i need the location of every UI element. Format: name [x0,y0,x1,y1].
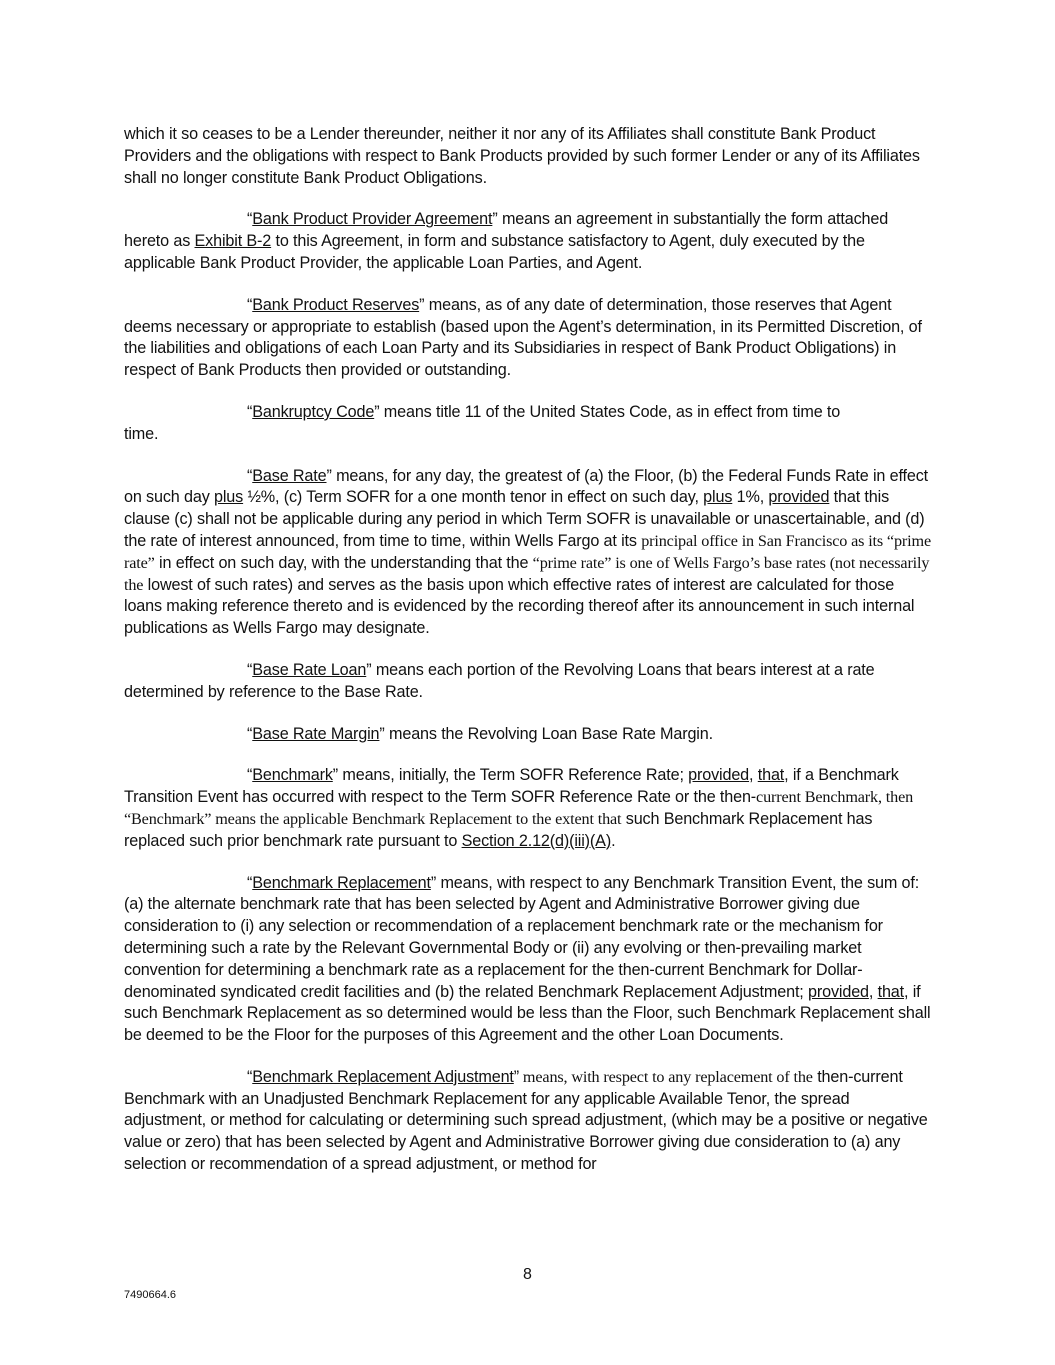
definition-text: means the Revolving Loan Base Rate Margin. [384,724,713,743]
definition-text-serif: principal office in San Francisco as its “prime rate” [124,531,931,572]
paragraph-text: which it so ceases to be a Lender thereunder, neither it nor any of its Affiliates shall constitute Bank Product Providers and the obligations with respect to Bank Products provided by such former Lender or any of its Affiliates shall no longer constitute Bank Product Obligations. [124,125,920,187]
definition-bank-product-provider-agreement [124,209,932,274]
definition-text: then-current Benchmark with an Unadjusted Benchmark Replacement for any applicable Available Tenor, the spread adjustment, or method for calculating or determining such spread adjustment, (which may be a positive or negative value or zero) that has been selected by Agent and Administrative Borrower giving due consideration to (a) any selection or recommendation of a spread adjustment, or method for [124,1067,928,1174]
definition-benchmark [124,765,932,852]
emphasis-plus: plus [214,488,244,507]
open-quote: “ [247,660,253,679]
close-quote: ” [492,210,498,229]
definition-text: , if such Benchmark Replacement as so determined would be less than the Floor, such Benchmark Replacement shall be deemed to be the Floor for the purposes of this Agreement and the other Loan Documents. [124,982,931,1045]
definition-base-rate [124,466,932,640]
definition-text: means an agreement in substantially the form attached hereto as [124,210,889,251]
definition-text: such Benchmark Replacement has replaced such prior benchmark rate pursuant to [124,809,873,850]
open-quote: “ [247,402,253,421]
emphasis-that: that [757,766,785,785]
defined-term: Benchmark [252,766,333,785]
definition-text: , [749,766,758,785]
paragraph-continuation [124,124,932,189]
definition-text-serif: current Benchmark, then “Benchmark” means the applicable Benchmark Replacement to the extent that [124,788,914,828]
open-quote: “ [247,766,253,785]
emphasis-plus: plus [703,488,733,507]
definition-text-wrap: time. [124,424,159,443]
close-quote: ” [379,724,385,743]
definition-text: to this Agreement, in form and substance satisfactory to Agent, duly executed by the applicable Bank Product Provider, the applicable Loan Parties, and Agent. [124,232,865,272]
close-quote: ” [366,660,372,679]
definition-text: 1%, [732,488,769,507]
definition-base-rate-loan [124,660,932,704]
section-reference: Section 2.12(d)(iii)(A) [461,831,612,850]
definition-text: that this clause (c) shall not be applicable during any period in which Term SOFR is unavailable or unascertainable, and (d) the rate of interest announced, from time to time, within Wells Fargo at its [124,488,925,550]
defined-term: Bankruptcy Code [252,402,375,421]
definition-bank-product-reserves [124,295,932,382]
definition-base-rate-margin [124,724,932,746]
definition-benchmark-replacement-adjustment [124,1067,932,1176]
definition-bankruptcy-code [124,402,932,446]
defined-term: Bank Product Reserves [252,295,420,314]
definition-text: . [611,831,616,850]
document-body [124,124,932,1196]
open-quote: “ [247,210,253,229]
close-quote: ” [326,466,332,485]
emphasis-that: that [877,982,905,1001]
definition-text: means title 11 of the United States Code, as in effect from time to [379,402,841,421]
open-quote: “ [247,724,253,743]
defined-term: Benchmark Replacement [252,873,431,892]
defined-term: Base Rate [252,466,327,485]
open-quote: “ [247,1067,253,1086]
document-id: 7490664.6 [124,1289,176,1301]
definition-text: ½%, (c) Term SOFR for a one month tenor in effect on such day, [243,488,704,507]
close-quote: ” [513,1067,520,1086]
definition-benchmark-replacement [124,873,932,1047]
definition-text: means, with respect to any Benchmark Transition Event, the sum of: (a) the alternate benchmark rate that has been selected by Agent and Administrative Borrower giving due consideration to (i) any selection or recommendation of a replacement benchmark rate or the mechanism for determining such a rate by the Relevant Governmental Body or (ii) any evolving or then-prevailing market convention for determining a benchmark rate as a replacement for the then-current Benchmark for Dollar-denominated syndicated credit facilities and (b) the related Benchmark Replacement Adjustment; [124,873,920,1001]
close-quote: ” [430,873,437,892]
emphasis-provided: provided [808,982,869,1001]
open-quote: “ [247,873,253,892]
definition-text-serif: “prime rate” is one of Wells Fargo’s base rates (not necessarily the [124,553,930,594]
definition-text: , if a Benchmark Transition Event has occurred with respect to the Term SOFR Reference Rate or the then- [124,766,899,807]
definition-text: means, as of any date of determination, those reserves that Agent deems necessary or appropriate to establish (based upon the Agent’s determination, in its Permitted Discretion, of the liabilities and obligations of each Loan Party and its Subsidiaries in respect of Bank Product Obligations) in respect of Bank Products then provided or outstanding. [124,295,922,380]
close-quote: ” [374,402,380,421]
definition-text: lowest of such rates) and serves as the basis upon which effective rates of interest are calculated for those loans making reference thereto and is evidenced by the recording thereof after its announcement in such internal publications as Wells Fargo may designate. [124,575,915,638]
open-quote: “ [247,295,253,314]
definition-text-serif: means, with respect to any replacement of the [519,1067,813,1086]
emphasis-provided: provided [688,766,750,785]
defined-term: Base Rate Loan [252,660,367,679]
exhibit-reference: Exhibit B-2 [194,232,272,251]
definition-text: , [868,982,878,1001]
definition-text: in effect on such day, with the understanding that the [154,553,533,572]
open-quote: “ [247,466,253,485]
close-quote: ” [419,295,425,314]
definition-text: means, initially, the Term SOFR Reference Rate; [338,766,689,785]
page-number: 8 [523,1266,532,1283]
defined-term: Benchmark Replacement Adjustment [252,1067,514,1086]
defined-term: Base Rate Margin [252,724,380,743]
emphasis-provided: provided [768,488,830,507]
definition-text: means, for any day, the greatest of (a) the Floor, (b) the Federal Funds Rate in effect on such day [124,466,928,507]
definition-text: means each portion of the Revolving Loans that bears interest at a rate determined by reference to the Base Rate. [124,660,875,701]
close-quote: ” [332,766,339,785]
defined-term: Bank Product Provider Agreement [252,210,493,229]
